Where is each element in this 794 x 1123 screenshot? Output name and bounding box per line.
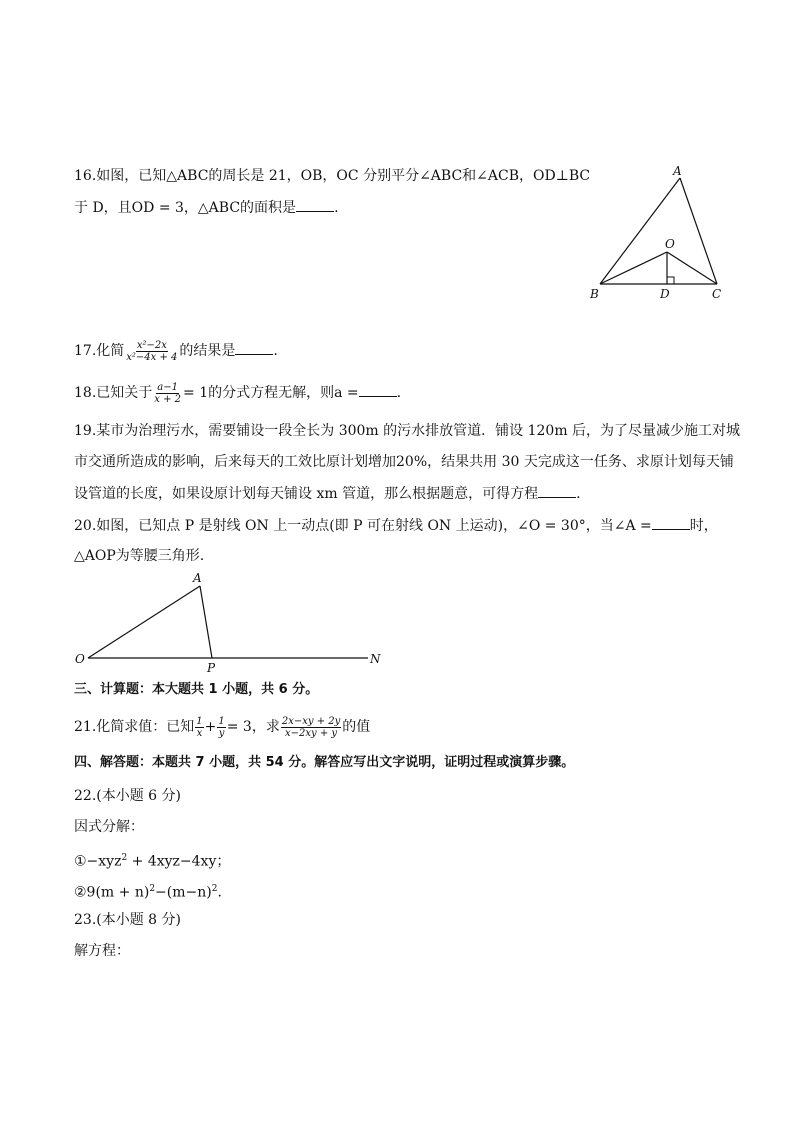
side-ac [680, 178, 717, 284]
q21-fraction-2: $\frac{1}{y}$ [218, 715, 225, 739]
q21-text-mid: = 3，求 [226, 719, 280, 735]
ray-aop-figure [70, 568, 390, 678]
q23-title: 23.(本小题 8 分) [74, 912, 181, 928]
q21-text: 21.化简求值：已知 [74, 719, 195, 735]
q22-title: 22.(本小题 6 分) [74, 788, 181, 804]
q22-instruction: 因式分解： [74, 819, 144, 835]
answer-blank[interactable] [296, 197, 334, 212]
label-n: N [370, 652, 381, 666]
label-d: D [660, 287, 670, 301]
label-p: P [207, 661, 216, 675]
q18-text-mid: = 1的分式方程无解，则a = [183, 385, 359, 401]
q21-fraction-3: $\frac{2x-xy + 2y}{x-2xy + y}$ [281, 715, 341, 739]
q20-line1: 20.如图，已知点 P 是射线 ON 上一动点(即 P 可在射线 ON 上运动)，∠O = 30°，当∠A = 时， [74, 515, 718, 536]
triangle-abc-figure [585, 160, 735, 310]
answer-blank[interactable] [235, 340, 273, 355]
label-a: A [673, 164, 682, 178]
answer-blank[interactable] [538, 483, 576, 498]
q17-fraction: $\frac{\text{x²−2x}}{\text{x²−4x + 4}}$ [126, 339, 178, 363]
q21-fraction-1: $\frac{1}{x}$ [196, 715, 203, 739]
q22-item-2: ②9(m + $n)^2-(m-n)^2$. [74, 884, 222, 901]
section-4-heading: 四、解答题：本题共 7 小题，共 54 分。解答应写出文字说明，证明过程或演算步骤。 [74, 755, 575, 770]
q18-text: 18.已知关于 [74, 385, 153, 401]
label-c: C [712, 287, 722, 301]
segment-ap [200, 586, 212, 658]
q16-text: 于 D，且OD = 3，△ABC的面积是 [74, 200, 297, 216]
q17-text: 17.化简 [74, 343, 125, 359]
q18-fraction: $\frac{a-1}{x + 2}$ [154, 381, 182, 405]
segment-oa [88, 586, 200, 658]
q23-instruction: 解方程： [74, 943, 130, 959]
q16-line2 [74, 197, 339, 218]
right-angle-mark [667, 277, 674, 284]
q17-text-post: 的结果是 [179, 343, 236, 359]
q19-text: 设管道的长度，如果设原计划每天铺设 xm 管道，那么根据题意，可得方程 [74, 486, 539, 502]
q18-line: 18.已知关于 $\frac{a-1}{x + 2}$ = 1的分式方程无解，则a = . [74, 381, 402, 405]
q20-line2: △AOP为等腰三角形. [74, 548, 205, 564]
side-ab [600, 178, 680, 284]
q19-line2: 市交通所造成的影响，后来每天的工效比原计划增加20%，结果共用 30 天完成这一任务、求原计划每天铺 [74, 454, 734, 470]
q21-text-post: 的值 [342, 719, 371, 735]
q20-text: 20.如图，已知点 P 是射线 ON 上一动点(即 P 可在射线 ON 上运动)，∠O = 30°，当∠A = [74, 518, 652, 534]
section-3-heading: 三、计算题：本大题共 1 小题，共 6 分。 [74, 682, 319, 697]
q19-line3: 设管道的长度，如果设原计划每天铺设 xm 管道，那么根据题意，可得方程 . [74, 483, 581, 504]
q17-line: 17.化简 $\frac{\text{x²−2x}}{\text{x²−4x + 4}}$ 的结果是 . [74, 339, 278, 363]
answer-blank[interactable] [652, 515, 690, 530]
answer-blank[interactable] [359, 382, 397, 397]
label-b: B [590, 287, 599, 301]
q16-line1: 16.如图，已知△ABC的周长是 21，OB，OC 分别平分∠ABC和∠ACB，OD⊥BC [74, 168, 591, 184]
segment-ob [600, 252, 667, 284]
label-a: A [193, 571, 202, 585]
q19-line1: 19.某市为治理污水，需要铺设一段全长为 300m 的污水排放管道．铺设 120m 后，为了尽量减少施工对城 [74, 423, 741, 439]
label-o: O [75, 652, 85, 666]
label-o: O [665, 237, 675, 251]
q22-item-1: ①−xyz$^2$ + 4xyz−4xy； [74, 853, 231, 870]
q21-line: 21.化简求值：已知 $\frac{1}{x}$ + $\frac{1}{y}$ = 3，求 $\frac{2x-xy + 2y}{x-2xy + y}$ 的值 [74, 715, 371, 739]
q16-end: . [334, 200, 339, 216]
